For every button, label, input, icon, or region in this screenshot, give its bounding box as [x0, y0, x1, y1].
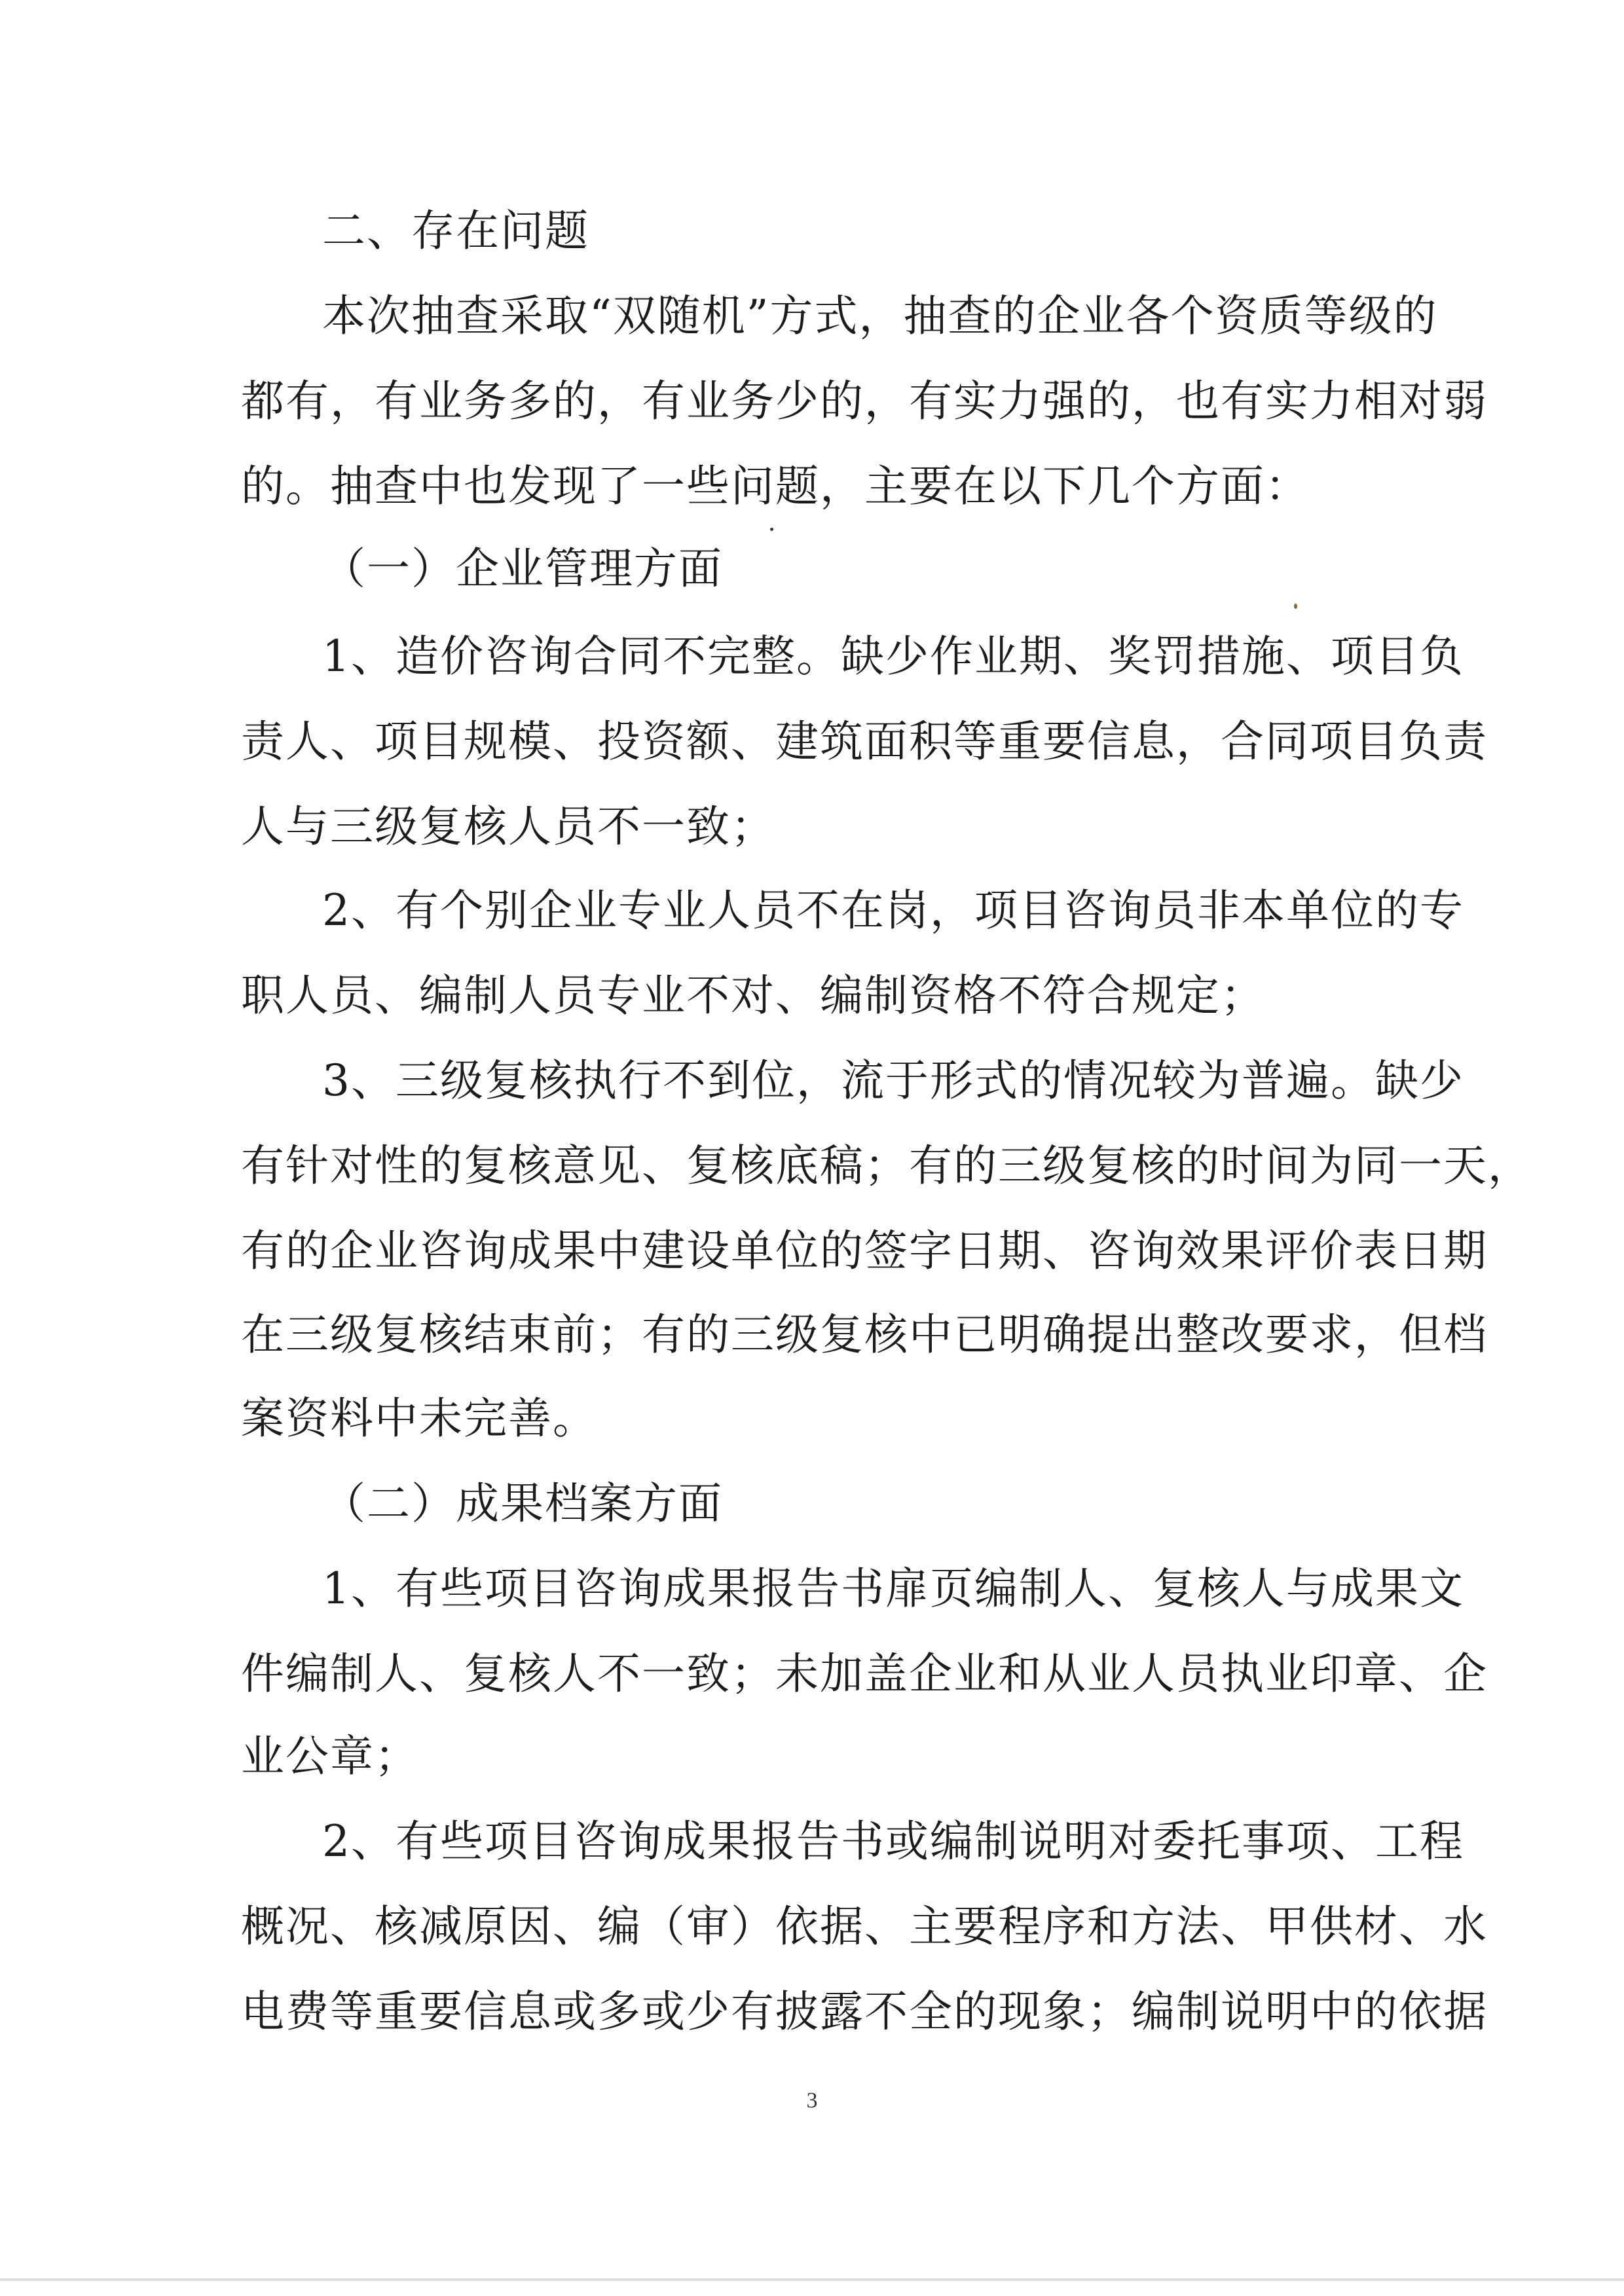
text-line: 件编制人、复核人不一致；未加盖企业和从业人员执业印章、企: [241, 1649, 1488, 1699]
subsection-heading: （二）成果档案方面: [322, 1478, 723, 1529]
text-line: 2、有些项目咨询成果报告书或编制说明对委托事项、工程: [322, 1816, 1464, 1867]
text-line: 有的企业咨询成果中建设单位的签字日期、咨询效果评价表日期: [241, 1226, 1488, 1276]
text-line: 1、造价咨询合同不完整。缺少作业期、奖罚措施、项目负: [322, 631, 1464, 682]
section-heading: 二、存在问题: [322, 206, 589, 256]
text-line: 1、有些项目咨询成果报告书扉页编制人、复核人与成果文: [322, 1563, 1464, 1614]
text-line: 3、三级复核执行不到位，流于形式的情况较为普遍。缺少: [322, 1055, 1464, 1106]
text-line: 责人、项目规模、投资额、建筑面积等重要信息，合同项目负责: [241, 716, 1488, 767]
text-line: 都有，有业务多的，有业务少的，有实力强的，也有实力相对弱: [241, 376, 1488, 426]
scan-speck: [1294, 604, 1297, 609]
text-line: 案资料中未完善。: [241, 1393, 597, 1444]
subsection-heading: （一）企业管理方面: [322, 543, 723, 594]
text-line: 业公章；: [241, 1731, 419, 1781]
text-line: 在三级复核结束前；有的三级复核中已明确提出整改要求，但档: [241, 1309, 1488, 1360]
text-line: 2、有个别企业专业人员不在岗，项目咨询员非本单位的专: [322, 885, 1464, 936]
text-line: 概况、核减原因、编（审）依据、主要程序和方法、甲供材、水: [241, 1901, 1488, 1952]
text-line: 本次抽查采取“双随机”方式，抽查的企业各个资质等级的: [322, 291, 1438, 341]
text-line: 人与三级复核人员不一致；: [241, 801, 775, 852]
scan-edge: [0, 2278, 1624, 2281]
scan-speck: [770, 528, 773, 531]
text-line: 有针对性的复核意见、复核底稿；有的三级复核的时间为同一天，: [241, 1140, 1532, 1191]
text-line: 的。抽查中也发现了一些问题，主要在以下几个方面：: [241, 461, 1310, 511]
text-line: 电费等重要信息或多或少有披露不全的现象；编制说明中的依据: [241, 1986, 1488, 2037]
text-line: 职人员、编制人员专业不对、编制资格不符合规定；: [241, 970, 1265, 1021]
page-number: 3: [806, 2088, 818, 2113]
